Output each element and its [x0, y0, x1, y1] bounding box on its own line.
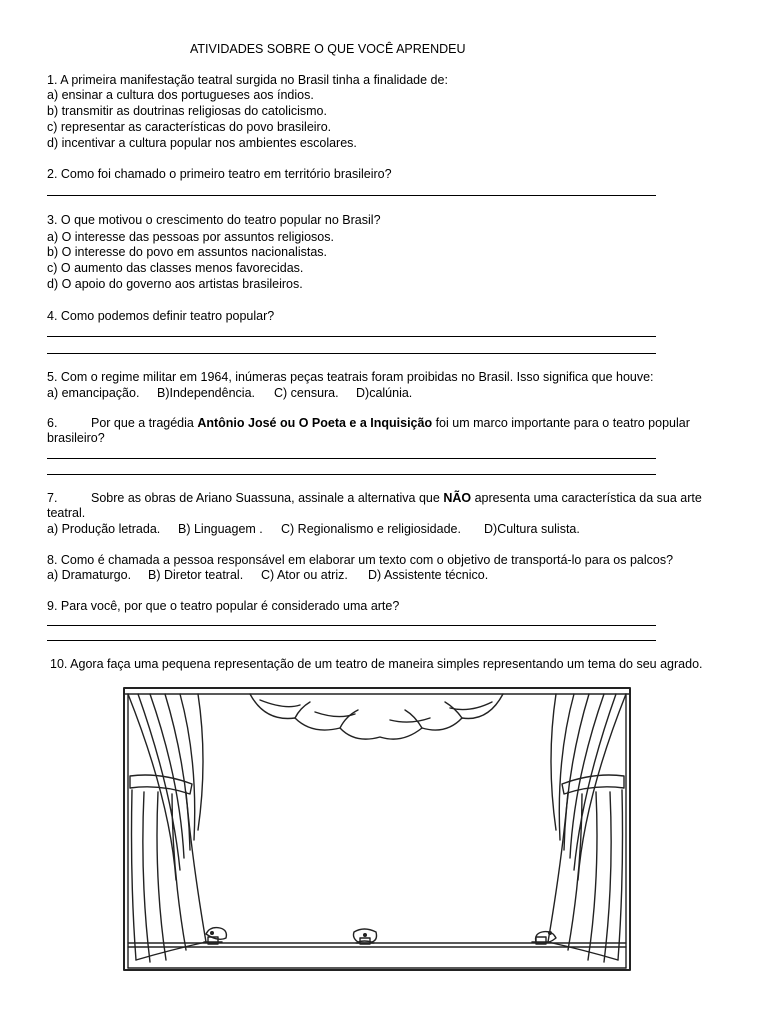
answer-line[interactable]: [47, 625, 656, 626]
question-9: 9. Para você, por que o teatro popular é considerado uma arte?: [47, 599, 400, 613]
question-10: 10. Agora faça uma pequena representação de um teatro de maneira simples representando um tema do seu agrado.: [50, 657, 703, 671]
answer-line[interactable]: [47, 353, 656, 354]
question-6: [91, 416, 722, 431]
question-7-number: 7.: [47, 491, 58, 505]
question-8-option-c: C) Ator ou atriz.: [261, 568, 348, 582]
question-7-option-c: C) Regionalismo e religiosidade.: [281, 522, 461, 536]
answer-line[interactable]: [47, 336, 656, 337]
question-6-play-title: Antônio José ou O Poeta e a Inquisição: [197, 416, 433, 430]
question-8-option-a: a) Dramaturgo.: [47, 568, 132, 582]
answer-line[interactable]: [47, 458, 656, 459]
question-5-option-c: C) censura.: [274, 386, 339, 400]
answer-line[interactable]: [47, 640, 656, 641]
question-5: 5. Com o regime militar em 1964, inúmeras peças teatrais foram proibidas no Brasil. Isso significa que houve:: [47, 370, 654, 384]
question-1-option-b: b) transmitir as doutrinas religiosas do catolicismo.: [47, 104, 327, 118]
theater-stage-icon: [110, 680, 640, 983]
question-7-option-b: B) Linguagem .: [178, 522, 263, 536]
question-7-option-d: D)Cultura sulista.: [484, 522, 580, 536]
question-3-option-d: d) O apoio do governo aos artistas brasileiros.: [47, 277, 303, 291]
question-3: 3. O que motivou o crescimento do teatro popular no Brasil?: [47, 213, 381, 227]
answer-line[interactable]: [47, 195, 656, 196]
question-1: 1. A primeira manifestação teatral surgida no Brasil tinha a finalidade de:: [47, 73, 448, 87]
question-5-option-d: D)calúnia.: [356, 386, 413, 400]
question-6-text: Por que a tragédia Antônio José ou O Poeta e a Inquisição foi um marco importante para o teatro popular: [91, 416, 690, 430]
question-6-line-2: brasileiro?: [47, 431, 105, 445]
question-4: 4. Como podemos definir teatro popular?: [47, 309, 275, 323]
question-1-option-a: a) ensinar a cultura dos portugueses aos índios.: [47, 88, 314, 102]
question-5-option-a: a) emancipação.: [47, 386, 140, 400]
question-8: 8. Como é chamada a pessoa responsável em elaborar um texto com o objetivo de transportá-lo para os palcos?: [47, 553, 674, 567]
question-5-option-b: B)Independência.: [157, 386, 255, 400]
question-8-option-d: D) Assistente técnico.: [368, 568, 489, 582]
question-3-option-a: a) O interesse das pessoas por assuntos religiosos.: [47, 230, 334, 244]
question-3-option-c: c) O aumento das classes menos favorecidas.: [47, 261, 304, 275]
question-7: Sobre as obras de Ariano Suassuna, assinale a alternativa que NÃO apresenta uma característica da sua arte: [91, 491, 702, 505]
question-2: 2. Como foi chamado o primeiro teatro em território brasileiro?: [47, 167, 392, 181]
question-7-line-2: teatral.: [47, 506, 86, 520]
question-7-option-a: a) Produção letrada.: [47, 522, 161, 536]
question-8-option-b: B) Diretor teatral.: [148, 568, 244, 582]
question-7-emphasis: NÃO: [443, 491, 472, 505]
question-3-option-b: b) O interesse do povo em assuntos nacionalistas.: [47, 245, 328, 259]
question-6-number: 6.: [47, 416, 58, 430]
question-1-option-d: d) incentivar a cultura popular nos ambientes escolares.: [47, 136, 357, 150]
page-title: ATIVIDADES SOBRE O QUE VOCÊ APRENDEU: [190, 42, 466, 56]
answer-line[interactable]: [47, 474, 656, 475]
question-1-option-c: c) representar as características do povo brasileiro.: [47, 120, 332, 134]
